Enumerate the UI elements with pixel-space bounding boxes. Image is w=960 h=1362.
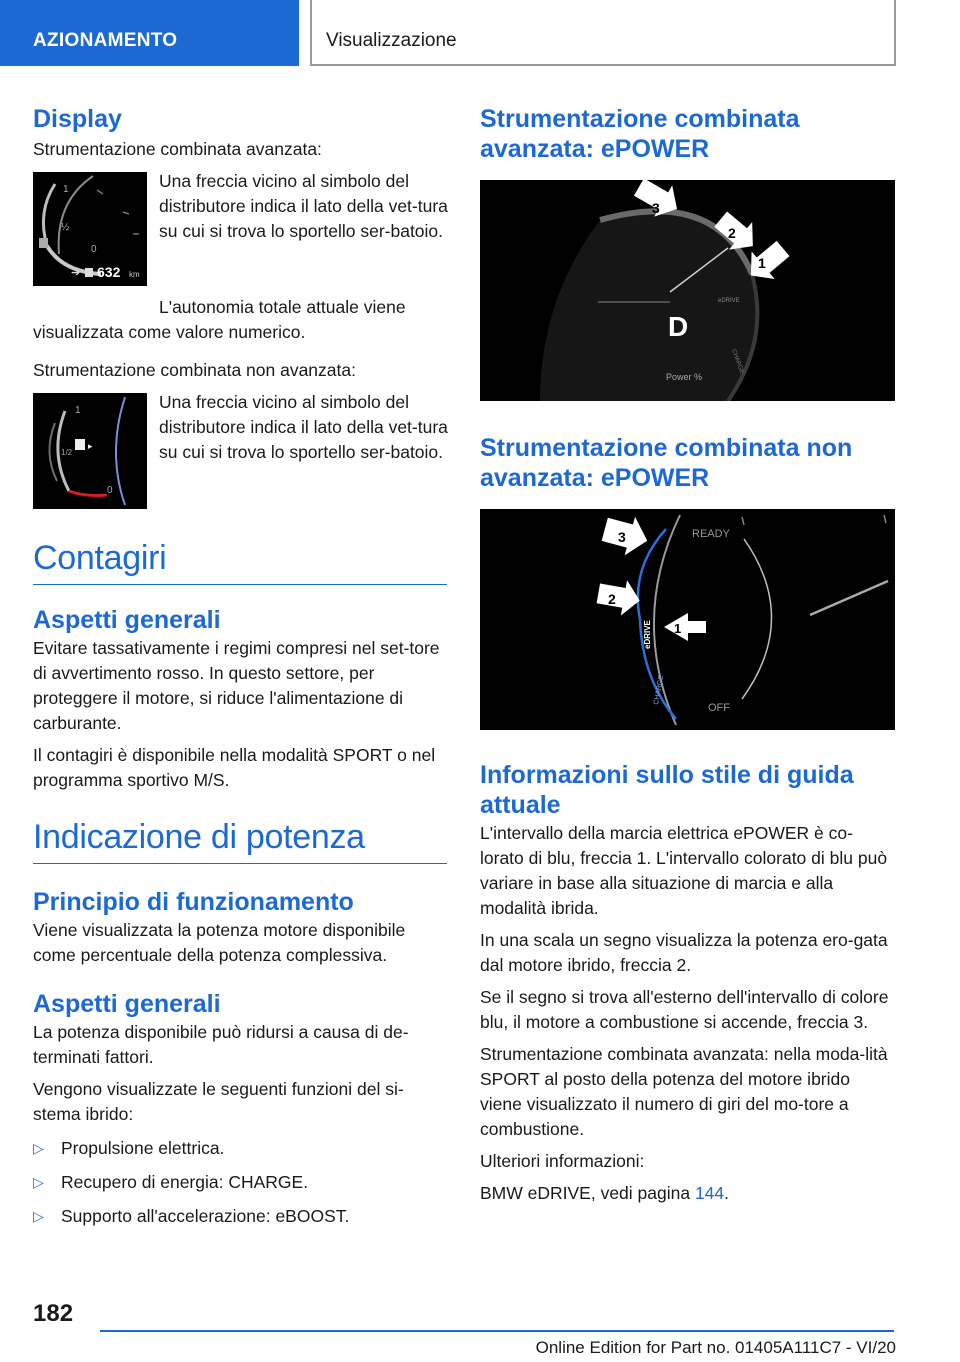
- aspetti-generali-heading-2: Aspetti generali: [33, 990, 221, 1018]
- fuel-arrow-icon: ➔: [71, 267, 81, 279]
- off-label: OFF: [708, 702, 730, 714]
- arrow-2-number: 2: [608, 591, 616, 607]
- gauge-tick-half: 1/2: [61, 448, 73, 457]
- arrow-1-number: 1: [758, 255, 766, 271]
- display-heading: Display: [33, 105, 122, 133]
- epower-basic-heading: Strumentazione combinata non avanzata: ePOWER: [480, 434, 853, 492]
- charge-label: CHARGE: [730, 348, 745, 375]
- advanced-fuel-block: [33, 169, 447, 293]
- power-label: Power %: [666, 372, 703, 382]
- side-arrow-icon: ▸: [88, 441, 93, 451]
- basic-intro: Strumentazione combinata non avanzata:: [33, 360, 356, 380]
- right-column: [480, 100, 896, 1206]
- page-144-link[interactable]: 144: [694, 1183, 725, 1203]
- info-p2: In una scala un segno visualizza la potenza ero-gata dal motore ibrido, freccia 2.: [480, 930, 888, 975]
- section-tab[interactable]: AZIONAMENTO: [0, 0, 299, 66]
- fuel-gauge-basic-image: [33, 393, 147, 509]
- left-column: [33, 100, 447, 1229]
- edrive-label: eDRIVE: [718, 298, 740, 304]
- arrow-1-icon: [664, 613, 706, 641]
- potenza-heading: Indicazione di potenza: [33, 818, 365, 856]
- gauge-tick-half: ½: [61, 222, 70, 233]
- edrive-label: eDRIVE: [643, 620, 652, 649]
- gear-indicator: D: [668, 311, 689, 342]
- arrow-3-number: 3: [652, 200, 660, 216]
- list-item: ▷ Propulsione elettrica.: [33, 1136, 447, 1161]
- arrow-2-icon: [595, 576, 643, 619]
- epower-basic-image: [480, 509, 895, 730]
- charge-label: CHARGE: [653, 674, 666, 706]
- gauge-tick-1: 1: [75, 405, 81, 416]
- edition-text: Online Edition for Part no. 01405A111C7 - VI/20: [535, 1338, 896, 1357]
- potenza-heading-block: [33, 817, 447, 864]
- info-heading: Informazioni sullo stile di guida attuale: [480, 761, 854, 819]
- fuel-gauge-advanced-graphic: [33, 172, 147, 286]
- aspetti2-p2: Vengono visualizzate le seguenti funzioni del si-stema ibrido:: [33, 1079, 404, 1124]
- page-number: 182: [33, 1300, 74, 1327]
- contagiri-p1: Evitare tassativamente i regimi compresi nel set-tore di avvertimento rosso. In questo settore, per proteggere il motore, si riduce l'alimentazione di carburante.: [33, 638, 440, 733]
- info-p6: BMW eDRIVE, vedi pagina 144.: [480, 1183, 730, 1203]
- ready-label: READY: [692, 528, 730, 540]
- info-p3: Se il segno si trova all'esterno dell'intervallo di colore blu, il motore a combustione si accende, freccia 3.: [480, 987, 889, 1032]
- advanced-intro: Strumentazione combinata avanzata:: [33, 139, 322, 159]
- info-p1: L'intervallo della marcia elettrica ePOWER è co-lorato di blu, freccia 1. L'intervallo colorato di blu può variare in base alla situazione di marcia e alla modalità ibrida.: [480, 823, 888, 918]
- triangle-bullet-icon: ▷: [33, 1140, 44, 1156]
- range-value: 632: [97, 264, 121, 280]
- fuel-gauge-advanced-image: [33, 172, 147, 286]
- aspetti-generali-heading-1: Aspetti generali: [33, 606, 221, 634]
- arrow-1-number: 1: [674, 621, 682, 636]
- fuel-gauge-basic-graphic: [33, 393, 147, 509]
- principio-heading: Principio di funzionamento: [33, 888, 354, 916]
- triangle-bullet-icon: ▷: [33, 1174, 44, 1190]
- contagiri-p2: Il contagiri è disponibile nella modalità SPORT o nel programma sportivo M/S.: [33, 745, 436, 790]
- list-item: ▷ Supporto all'accelerazione: eBOOST.: [33, 1204, 447, 1229]
- topic-tab[interactable]: Visualizzazione: [310, 0, 896, 66]
- info-p4: Strumentazione combinata avanzata: nella moda-lità SPORT al posto della potenza del motore ibrido viene visualizzato il numero di giri del mo-tore a combustione.: [480, 1044, 888, 1139]
- gauge-tick-0: 0: [91, 244, 97, 255]
- gauge-tick-0: 0: [107, 485, 113, 496]
- contagiri-heading: Contagiri: [33, 539, 167, 577]
- basic-fuel-block: [33, 390, 447, 518]
- arrow-3-number: 3: [618, 529, 626, 545]
- contagiri-heading-block: [33, 538, 447, 585]
- principio-p1: Viene visualizzata la potenza motore disponibile come percentuale della potenza complessiva.: [33, 920, 406, 965]
- epower-basic-graphic: [480, 509, 895, 730]
- basic-fuel-text: Una freccia vicino al simbolo del distributore indica il lato della vet-tura su cui si trova lo sportello ser-batoio.: [159, 392, 448, 462]
- page-header: [0, 0, 960, 66]
- arrow-3-icon: [600, 510, 653, 560]
- list-item: ▷ Recupero di energia: CHARGE.: [33, 1170, 447, 1195]
- gauge-tick-1: 1: [63, 184, 69, 195]
- footer-divider: [100, 1330, 894, 1332]
- advanced-fuel-text: Una freccia vicino al simbolo del distributore indica il lato della vet-tura su cui si trova lo sportello ser-batoio.: [159, 171, 448, 241]
- epower-advanced-graphic: [480, 180, 895, 401]
- triangle-bullet-icon: ▷: [33, 1208, 44, 1224]
- info-p5: Ulteriori informazioni:: [480, 1151, 645, 1171]
- aspetti2-p1: La potenza disponibile può ridursi a causa di de-terminati fattori.: [33, 1022, 409, 1067]
- arrow-2-number: 2: [728, 225, 736, 241]
- range-unit: km: [129, 270, 140, 279]
- epower-advanced-image: [480, 180, 895, 401]
- hybrid-functions-list: [33, 1136, 447, 1229]
- advanced-range-text: L'autonomia totale attuale viene visualizzata come valore numerico.: [33, 297, 406, 342]
- epower-advanced-heading: Strumentazione combinata avanzata: ePOWER: [480, 105, 800, 163]
